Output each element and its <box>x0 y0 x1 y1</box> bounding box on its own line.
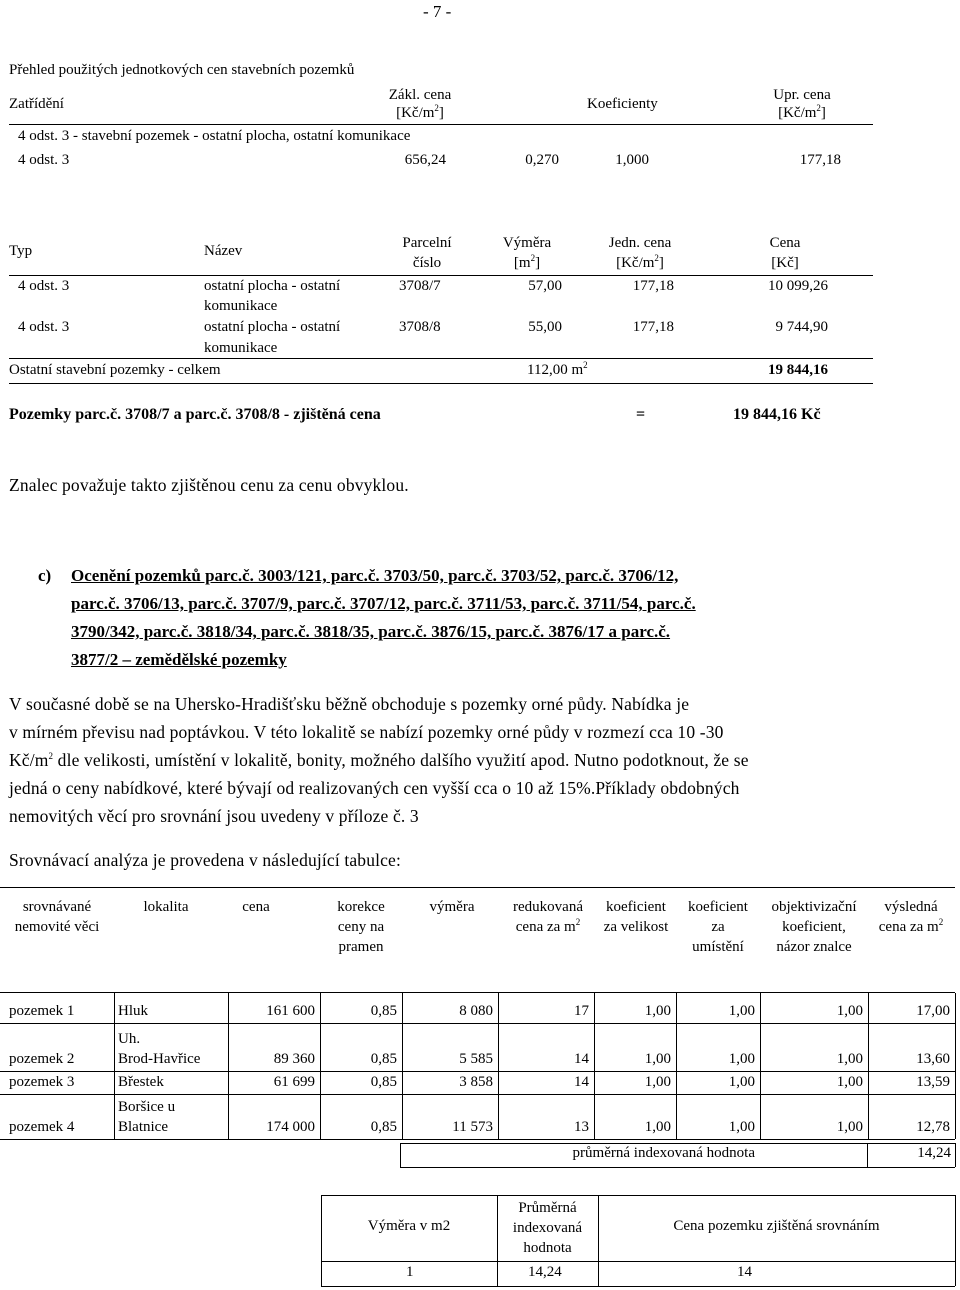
comparison-cell-k2: 1,00 <box>728 1074 755 1090</box>
comparison-header-line: pramen <box>338 939 384 955</box>
comparison-header-line: redukovaná <box>513 899 583 915</box>
note-text: Znalec považuje takto zjištěnou cenu za cenu obvyklou. <box>9 475 409 495</box>
comparison-row-name: pozemek 2 <box>9 1051 75 1067</box>
avg-value: 14,24 <box>917 1145 951 1161</box>
header-cena <box>745 233 825 273</box>
parcel-cena: 10 099,26 <box>768 278 828 294</box>
paragraph-line: V současné době se na Uhersko-Hradišťsku běžně obchoduje s pozemky orné půdy. Nabídka je <box>9 694 690 714</box>
header-zatrideni: Zatřídění <box>9 96 64 112</box>
comparison-cell-red: 14 <box>574 1051 589 1067</box>
parcel-vymera: 55,00 <box>528 319 562 335</box>
header-upr-cena <box>752 86 852 122</box>
comparison-col-border <box>114 1094 115 1139</box>
comparison-header <box>851 897 960 937</box>
comparison-row-name: pozemek 3 <box>9 1074 75 1090</box>
parcel-cislo: 3708/7 <box>399 278 441 294</box>
overview-koef2: 1,000 <box>615 152 649 168</box>
paragraph-line: nemovitých věcí pro srovnání jsou uvedeny v příloze č. 3 <box>9 806 419 826</box>
header-nazev: Název <box>204 243 243 259</box>
result-prumerna-value: 14,24 <box>528 1264 562 1280</box>
sup: 2 <box>938 917 944 927</box>
comparison-cell-k2: 1,00 <box>728 1119 755 1135</box>
comparison-row-border <box>0 1023 955 1024</box>
result-header-prumerna <box>497 1198 598 1258</box>
result-bottom-border <box>321 1286 955 1287</box>
comparison-col-border <box>955 1023 956 1071</box>
comparison-row-border <box>0 1139 955 1140</box>
paragraph-line: jedná o ceny nabídkové, které bývají od realizovaných cen vyšší cca o 10 až 15%.Příklady obdobných <box>9 778 740 798</box>
comparison-row-location-cont: Brod-Havřice <box>118 1051 201 1067</box>
section-c-letter: c) <box>38 566 52 585</box>
header-parcelni-1: Parcelní <box>402 235 452 251</box>
avg-label: průměrná indexovaná hodnota <box>572 1145 755 1161</box>
parcels-header-line <box>9 275 873 276</box>
result-header-vymera: Výměra v m2 <box>367 1218 451 1234</box>
comparison-row-location: Uh. <box>118 1031 141 1047</box>
comparison-header-line: cena za m <box>515 919 576 935</box>
comparison-cell-k3: 1,00 <box>836 1119 863 1135</box>
comparison-cell-vymera: 5 585 <box>459 1051 493 1067</box>
result-cena-value: 14 <box>737 1264 752 1280</box>
section-c-line: parc.č. 3706/13, parc.č. 3707/9, parc.č. 3707/12, parc.č. 3711/53, parc.č. 3711/54, parc.č. <box>71 594 696 613</box>
header-typ: Typ <box>9 243 33 259</box>
summary-value: 19 844,16 Kč <box>733 406 821 423</box>
comparison-cell-k3: 1,00 <box>836 1074 863 1090</box>
comparison-cell-korekce: 0,85 <box>370 1003 397 1019</box>
comparison-row-name: pozemek 4 <box>9 1119 75 1135</box>
result-top-border <box>321 1195 955 1196</box>
header-jedn-cena <box>590 233 690 273</box>
bracket: ] <box>438 105 444 121</box>
parcel-jedn: 177,18 <box>632 319 674 335</box>
bracket: ] <box>820 105 826 121</box>
comparison-cell-vysl: 13,59 <box>916 1074 950 1090</box>
comparison-cell-vymera: 11 573 <box>452 1119 493 1135</box>
comparison-cell-red: 17 <box>574 1003 589 1019</box>
comparison-cell-cena: 174 000 <box>266 1119 315 1135</box>
header-jedn-2: [Kč/m <box>616 255 655 271</box>
parcel-typ: 4 odst. 3 <box>18 278 70 294</box>
comparison-header-line: koeficient <box>688 899 748 915</box>
comparison-header-line: umístění <box>692 939 744 955</box>
comparison-header-line: koeficient <box>606 899 666 915</box>
page-number: - 7 - <box>423 2 452 21</box>
comparison-header-line: cena za m <box>878 919 939 935</box>
comparison-cell-k3: 1,00 <box>836 1003 863 1019</box>
comparison-row-location: Boršice u <box>118 1099 176 1115</box>
parcel-jedn: 177,18 <box>632 278 674 294</box>
comparison-col-border <box>955 993 956 1023</box>
header-zakl-cena <box>370 86 470 122</box>
intro-text: Srovnávací analýza je provedena v následující tabulce: <box>9 850 401 870</box>
summary-equals: = <box>636 406 646 423</box>
kc-m-unit: Kč/m <box>9 750 49 770</box>
header-vymera-2: [m <box>513 255 531 271</box>
parcel-nazev: ostatní plocha - ostatní <box>204 278 341 294</box>
parcels-subtotal-line <box>9 358 873 359</box>
header-zakl-cena-unit: [Kč/m <box>396 105 435 121</box>
comparison-cell-k3: 1,00 <box>836 1051 863 1067</box>
comparison-cell-vysl: 12,78 <box>916 1119 950 1135</box>
comparison-header-line: ceny na <box>337 919 385 935</box>
result-border <box>321 1195 322 1286</box>
comparison-col-border <box>955 1071 956 1094</box>
header-jedn-1: Jedn. cena <box>608 235 672 251</box>
comparison-col-border <box>114 1071 115 1094</box>
comparison-cell-red: 14 <box>574 1074 589 1090</box>
result-h2-line: hodnota <box>523 1240 572 1256</box>
header-parcelni <box>385 233 469 273</box>
parcel-typ: 4 odst. 3 <box>18 319 70 335</box>
summary-label: Pozemky parc.č. 3708/7 a parc.č. 3708/8 - zjištěná cena <box>9 406 381 423</box>
header-vymera <box>490 233 564 273</box>
comparison-top-border <box>0 887 955 888</box>
comparison-row-name: pozemek 1 <box>9 1003 75 1019</box>
comparison-cell-vysl: 13,60 <box>916 1051 950 1067</box>
comparison-header-line: korekce <box>337 899 385 915</box>
comparison-col-border <box>114 993 115 1023</box>
header-upr-cena-line1: Upr. cena <box>773 87 831 103</box>
parcels-total-vymera <box>527 362 588 379</box>
parcel-nazev-cont: komunikace <box>204 340 278 356</box>
comparison-header-line: srovnávané <box>22 899 92 915</box>
section-c-line: 3877/2 – zemědělské pozemky <box>71 650 287 669</box>
comparison-cell-k1: 1,00 <box>644 1074 671 1090</box>
comparison-row-location: Břestek <box>118 1074 164 1090</box>
comparison-cell-k2: 1,00 <box>728 1003 755 1019</box>
comparison-row-location: Hluk <box>118 1003 148 1019</box>
result-border <box>955 1195 956 1286</box>
parcel-cena: 9 744,90 <box>775 319 828 335</box>
overview-header-line <box>9 124 873 125</box>
avg-right-border <box>955 1143 956 1167</box>
comparison-row-border <box>0 1094 955 1095</box>
comparison-cell-vymera: 8 080 <box>459 1003 493 1019</box>
comparison-col-border <box>114 1023 115 1071</box>
comparison-cell-cena: 61 699 <box>273 1074 315 1090</box>
section-c-line: Ocenění pozemků parc.č. 3003/121, parc.č. 3703/50, parc.č. 3703/52, parc.č. 3706/12, <box>71 566 679 585</box>
result-mid-border <box>321 1261 955 1262</box>
result-border <box>598 1195 599 1286</box>
paragraph-line: v mírném převisu nad poptávkou. V této lokalitě se nabízí pozemky orné půdy v rozmezí cca 10 -30 <box>9 722 724 742</box>
header-zakl-cena-line1: Zákl. cena <box>388 87 452 103</box>
comparison-header-line: objektivizační <box>771 899 857 915</box>
comparison-header-border <box>0 992 955 993</box>
overview-title: Přehled použitých jednotkových cen stavebních pozemků <box>9 62 355 78</box>
overview-zakl-cena: 656,24 <box>404 152 446 168</box>
section-c-line: 3790/342, parc.č. 3818/34, parc.č. 3818/35, parc.č. 3876/15, parc.č. 3876/17 a parc.č. <box>71 622 671 641</box>
comparison-cell-cena: 89 360 <box>273 1051 315 1067</box>
overview-group-title: 4 odst. 3 - stavební pozemek - ostatní plocha, ostatní komunikace <box>18 128 411 144</box>
result-h2-line: Průměrná <box>518 1200 577 1216</box>
comparison-header-line: lokalita <box>143 899 189 915</box>
paragraph-line: dle velikosti, umístění v lokalitě, bonity, možného dalšího využití apod. Nutno podotknout, že se <box>57 750 749 770</box>
comparison-cell-k2: 1,00 <box>728 1051 755 1067</box>
comparison-header-line: názor znalce <box>776 939 852 955</box>
comparison-cell-korekce: 0,85 <box>370 1051 397 1067</box>
parcel-vymera: 57,00 <box>528 278 562 294</box>
bracket: ] <box>658 255 664 271</box>
comparison-cell-vymera: 3 858 <box>459 1074 493 1090</box>
sup: 2 <box>583 360 588 370</box>
comparison-cell-k1: 1,00 <box>644 1003 671 1019</box>
avg-top-border <box>400 1143 955 1144</box>
sup: 2 <box>434 103 439 113</box>
comparison-row-location-cont: Blatnice <box>118 1119 168 1135</box>
header-vymera-1: Výměra <box>502 235 552 251</box>
sup: 2 <box>654 253 659 263</box>
comparison-header-line: výsledná <box>884 899 938 915</box>
sup: 2 <box>575 917 581 927</box>
result-h2-line: indexovaná <box>512 1220 583 1236</box>
comparison-header-line: za velikost <box>603 919 669 935</box>
comparison-col-border <box>955 1094 956 1139</box>
comparison-header <box>196 897 316 917</box>
paragraph-line-3 <box>9 750 749 771</box>
comparison-header-line: za <box>711 919 725 935</box>
avg-bottom-border <box>400 1167 955 1168</box>
overview-koef1: 0,270 <box>525 152 559 168</box>
comparison-cell-korekce: 0,85 <box>370 1074 397 1090</box>
comparison-cell-cena: 161 600 <box>266 1003 315 1019</box>
parcel-nazev-cont: komunikace <box>204 298 278 314</box>
overview-upr-cena: 177,18 <box>799 152 841 168</box>
parcel-cislo: 3708/8 <box>399 319 441 335</box>
parcels-total-label: Ostatní stavební pozemky - celkem <box>9 362 221 378</box>
comparison-header <box>0 897 117 937</box>
comparison-cell-vysl: 17,00 <box>916 1003 950 1019</box>
result-header-cena: Cena pozemku zjištěná srovnáním <box>673 1218 880 1234</box>
sup: 2 <box>48 751 54 762</box>
header-parcelni-2: číslo <box>412 255 442 271</box>
sup: 2 <box>530 253 536 263</box>
header-upr-cena-unit: [Kč/m <box>778 105 817 121</box>
header-koeficienty: Koeficienty <box>587 96 658 112</box>
header-cena-2: [Kč] <box>771 255 799 271</box>
parcels-total-cena: 19 844,16 <box>768 362 828 378</box>
parcels-total-vymera-value: 112,00 m <box>527 362 584 378</box>
parcel-nazev: ostatní plocha - ostatní <box>204 319 341 335</box>
result-vymera-value: 1 <box>406 1264 414 1280</box>
comparison-header-line: cena <box>242 899 270 915</box>
header-cena-1: Cena <box>769 235 801 251</box>
comparison-header-line: koeficient, <box>782 919 846 935</box>
comparison-cell-k1: 1,00 <box>644 1119 671 1135</box>
comparison-cell-korekce: 0,85 <box>370 1119 397 1135</box>
comparison-cell-red: 13 <box>574 1119 589 1135</box>
parcels-total-line <box>9 383 873 384</box>
comparison-header-line: nemovité věci <box>14 919 100 935</box>
bracket: ] <box>535 255 541 271</box>
comparison-header-line: výměra <box>429 899 475 915</box>
sup: 2 <box>816 103 821 113</box>
comparison-cell-k1: 1,00 <box>644 1051 671 1067</box>
overview-row-label: 4 odst. 3 <box>18 152 70 168</box>
